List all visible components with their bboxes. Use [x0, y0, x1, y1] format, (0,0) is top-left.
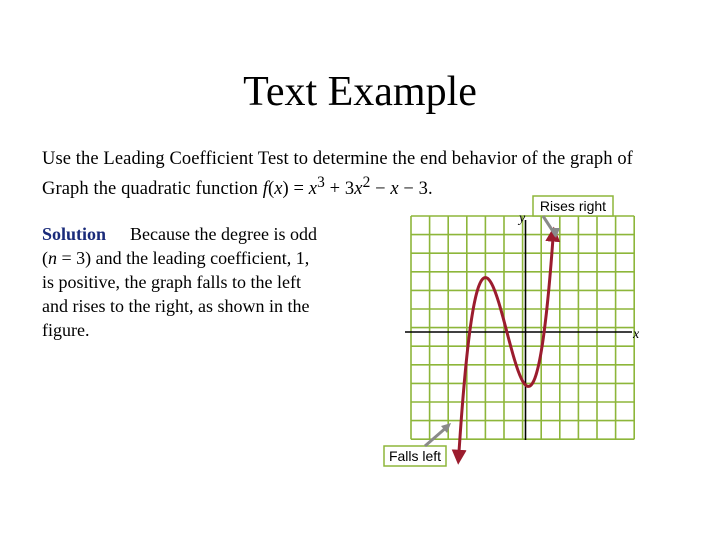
callout-left-text: Falls left — [388, 448, 442, 464]
solution-n: n — [48, 248, 57, 268]
equals-sign: = — [288, 179, 309, 200]
callout-arrows — [425, 216, 560, 446]
solution-paren: ( — [42, 248, 48, 268]
instruction-prefix: Graph the quadratic function — [42, 179, 263, 200]
plus-coefficient: + 3 — [324, 179, 355, 200]
solution-label: Solution — [42, 224, 107, 244]
open-paren: ( — [267, 179, 275, 200]
solution-line-4: and rises to the right, as shown in the — [42, 296, 310, 316]
solution-text-1: Because the degree is odd — [130, 224, 317, 244]
linear-term: x — [390, 179, 399, 200]
callout-falls-left — [384, 446, 446, 466]
solution-line-5: figure. — [42, 320, 90, 340]
minus-sign: − — [370, 179, 391, 200]
close-paren: ) — [282, 179, 289, 200]
instruction-line-1: Use the Leading Coefficient Test to determine the end behavior of the graph of — [42, 149, 633, 169]
solution-line-3: is positive, the graph falls to the left — [42, 272, 301, 292]
quadratic-exponent: 2 — [362, 174, 371, 191]
callout-rises-right — [533, 196, 613, 216]
quadratic-term: x — [354, 179, 363, 200]
grid-lines — [411, 216, 634, 439]
cubic-term: x — [308, 179, 318, 200]
slide-title: Text Example — [243, 69, 477, 115]
x-axis-label: x — [633, 327, 640, 342]
cubic-exponent: 3 — [317, 174, 325, 191]
function-name: f — [262, 179, 268, 200]
constant-term: − 3. — [398, 179, 433, 200]
y-axis-label: y — [519, 211, 526, 226]
function-var: x — [274, 179, 283, 200]
callout-right-text: Rises right — [539, 198, 607, 214]
solution-text-2: = 3) and the leading coefficient, 1, — [57, 248, 310, 268]
